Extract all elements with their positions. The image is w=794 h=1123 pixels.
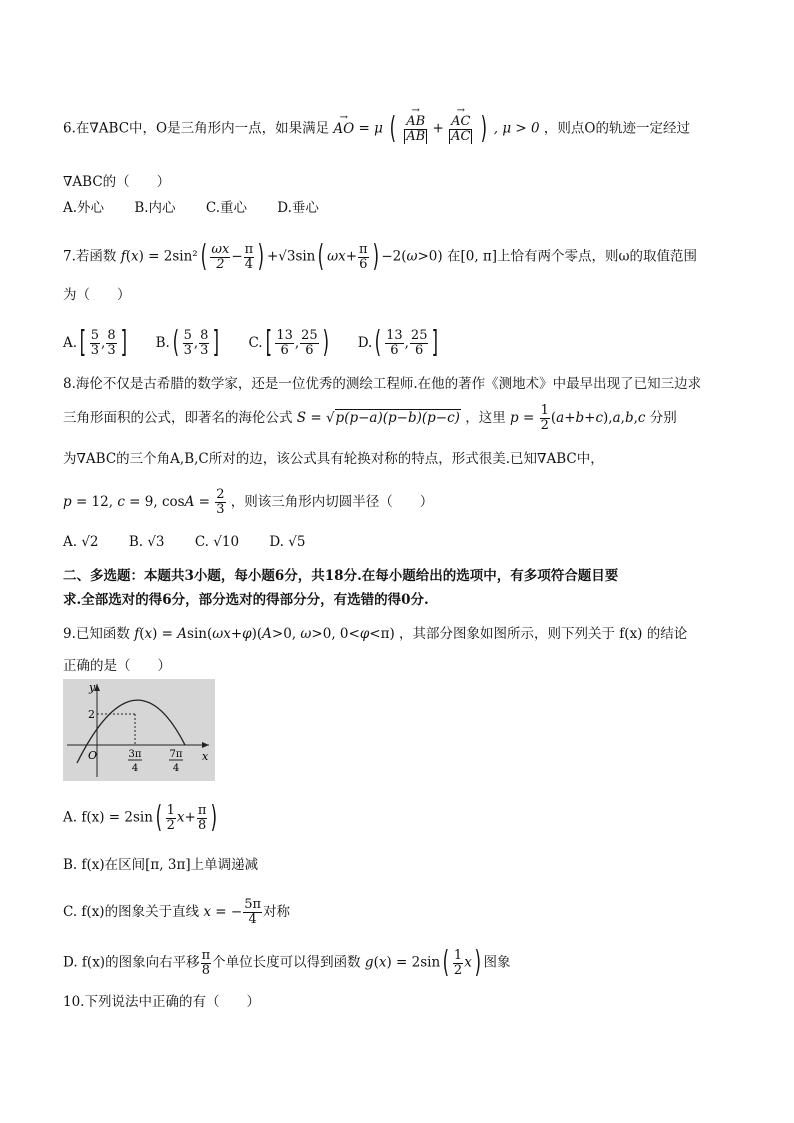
q8-line1: 8.海伦不仅是古希腊的数学家，还是一位优秀的测绘工程师.在他的著作《测地术》中最早出现了已知三边求: [63, 376, 702, 392]
section2-line1: 二、多选题：本题共3小题，每小题6分，共18分.在每小题给出的选项中，有多项符合题目要: [63, 568, 619, 584]
q6-option-c: C.重心: [205, 200, 247, 216]
q6-cond: , μ > 0: [493, 120, 540, 137]
q6-options: [63, 198, 345, 218]
q6-option-d: D.垂心: [277, 200, 319, 216]
q7-option-a: A.[ $\frac{5}{3}$ , $\frac{8}{3}$ ]: [63, 325, 127, 360]
q8-option-b: B. √3: [128, 534, 165, 550]
q7-line2: 为（ ）: [63, 287, 131, 303]
section2-line2: 求.全部选对的得6分，部分选对的得部分分，有选错的得0分.: [63, 592, 429, 608]
q9-option-d: D. f(x)的图象向右平移 $\frac{\pi}{8}$ 个单位长度可以得到函数 g(x) = 2sin( $\frac{1}{2}$ x) 图象: [63, 945, 511, 980]
graph-x2-den: 4: [172, 763, 180, 774]
q7-option-c: C.[ $\frac{13}{6}$ , $\frac{25}{6}$ ): [248, 325, 329, 360]
q6-option-b: B.内心: [134, 200, 176, 216]
q6-frac-ab: → $\frac{AB}{AB}$: [404, 115, 427, 144]
q9-line1: 9.已知函数 f(x) = Asin(ωx+φ)(A>0, ω>0, 0<φ<π) ，其部分图象如图所示，则下列关于 f(x) 的结论: [63, 626, 688, 642]
q6-vec-ao: → AO: [333, 119, 354, 139]
q7-option-d: D.( $\frac{13}{6}$ , $\frac{25}{6}$ ]: [357, 325, 439, 360]
q8-option-a: A. √2: [63, 534, 99, 550]
q7-post: 在[0, π]上恰有两个零点，则ω的取值范围: [446, 248, 698, 265]
q7-option-b: B.( $\frac{5}{3}$ , $\frac{8}{3}$ ]: [155, 325, 220, 360]
graph-x2-num: 7π: [169, 749, 183, 760]
q8-line2: 三角形面积的公式，即著名的海伦公式 S = √p(p−a)(p−b)(p−c) ，这里 p = $\frac{1}{2}$ (a+b+c),a,b,c 分别: [63, 403, 677, 433]
q9-graph: [63, 679, 215, 781]
graph-origin: O: [88, 749, 98, 762]
graph-x1-num: 3π: [128, 749, 142, 760]
q8-option-d: D. √5: [269, 534, 306, 550]
q9-option-c: C. f(x)的图象关于直线 x = − $\frac{5\pi}{4}$ 对称: [63, 897, 291, 927]
q6-option-a: A.外心: [63, 200, 105, 216]
sine-graph-figure: [63, 679, 215, 781]
q6-eq-mu: = μ: [358, 120, 383, 137]
q7-pre: 7.若函数: [63, 248, 117, 265]
q8-option-c: C. √10: [194, 534, 240, 550]
graph-y-label: y: [89, 681, 96, 694]
q9-line2: 正确的是（ ）: [63, 658, 171, 674]
q6-text-post: ，则点O的轨迹一定经过: [543, 120, 690, 137]
q6-line2: ∇ABC的（ ）: [63, 174, 171, 190]
q7-line1: 7.若函数 f(x) = 2sin²( $\frac{\omega x}{2}$ − $\frac{\pi}{4}$ ) +√3sin( ωx+ $\frac{\pi}{6}$ ) −2(ω>0) 在[0, π]上恰有两个零点，则ω的取值范围: [63, 239, 698, 274]
q6-line1: 6.在∇ABC中，O是三角形内一点，如果满足 → AO = μ ( → $\frac{AB}{AB}$ + → $\frac{AC}{AC}$ ) , μ > 0 ，则点O的轨迹一定经过: [63, 114, 690, 144]
q8-line4: p = 12, c = 9, cosA = $\frac{2}{3}$ ，则该三角形内切圆半径（ ）: [63, 487, 434, 517]
q7-options: [63, 325, 441, 360]
graph-x-label: x: [202, 750, 209, 763]
q6-text-pre: 6.在∇ABC中，O是三角形内一点，如果满足: [63, 120, 330, 137]
q9-option-a: A. f(x) = 2sin( $\frac{1}{2}$ x+ $\frac{\pi}{8}$ ): [63, 800, 218, 835]
q6-frac-ac: → $\frac{AC}{AC}$: [449, 115, 472, 144]
q10-line1: 10.下列说法中正确的有（ ）: [63, 994, 260, 1010]
graph-ymax-label: 2: [88, 708, 95, 721]
q9-option-b: B. f(x)在区间[π, 3π]上单调递减: [63, 857, 259, 873]
q8-line3: 为∇ABC的三个角A,B,C所对的边，该公式具有轮换对称的特点，形式很美.已知∇ABC中，: [63, 451, 604, 467]
graph-x1-den: 4: [131, 763, 139, 774]
q8-options: [63, 532, 331, 552]
